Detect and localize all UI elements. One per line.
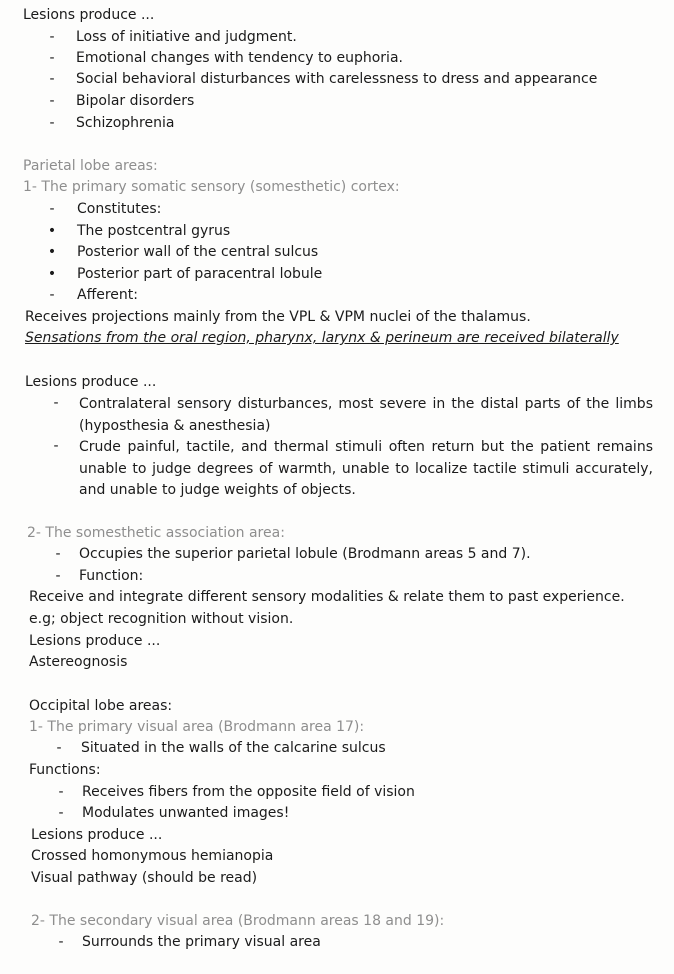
- pathway-note: Visual pathway (should be read): [31, 870, 258, 886]
- bullet-marker: •: [47, 223, 57, 239]
- list-item: The postcentral gyrus: [77, 223, 231, 239]
- list-item: Posterior part of paracentral lobule: [77, 266, 323, 282]
- list-item: Bipolar disorders: [76, 93, 195, 109]
- occipital-title: Occipital lobe areas:: [29, 698, 173, 714]
- list-item: Contralateral sensory disturbances, most severe in the distal parts of the limbs (hyposthesia & anesthesia): [79, 396, 653, 434]
- afferent-label: Afferent:: [77, 287, 138, 303]
- list-item: Posterior wall of the central sulcus: [77, 244, 319, 260]
- list-item: Situated in the walls of the calcarine sulcus: [81, 740, 386, 756]
- bilateral-note: Sensations from the oral region, pharynx, larynx & perineum are received bilaterally: [25, 330, 619, 346]
- dash-marker: -: [49, 115, 55, 131]
- association-example: e.g; object recognition without vision.: [29, 611, 294, 627]
- dash-marker: -: [49, 93, 55, 109]
- dash-marker: -: [58, 784, 64, 800]
- dash-marker: -: [55, 568, 61, 584]
- list-item: Loss of initiative and judgment.: [76, 29, 297, 45]
- dash-marker: -: [55, 546, 61, 562]
- occipital-lesion: Crossed homonymous hemianopia: [31, 848, 274, 864]
- constitutes-label: Constitutes:: [77, 201, 162, 217]
- list-item: Social behavioral disturbances with carelessness to dress and appearance: [76, 71, 598, 87]
- dash-marker: -: [58, 934, 64, 950]
- list-item: Receives fibers from the opposite field of vision: [82, 784, 415, 800]
- list-item: Modulates unwanted images!: [82, 805, 290, 821]
- secondary-visual-heading: 2- The secondary visual area (Brodmann areas 18 and 19):: [31, 913, 445, 929]
- dash-marker: -: [58, 805, 64, 821]
- association-function-text: Receive and integrate different sensory modalities & relate them to past experience.: [29, 589, 625, 605]
- list-item: Crude painful, tactile, and thermal stimuli often return but the patient remains unable to judge degrees of warmth, unable to localize tactile stimuli accurately, and unable to judge weights of objects.: [79, 439, 653, 498]
- functions-label: Functions:: [29, 762, 101, 778]
- dash-marker: -: [49, 287, 55, 303]
- function-label: Function:: [79, 568, 144, 584]
- bullet-marker: •: [47, 266, 57, 282]
- association-heading: 2- The somesthetic association area:: [27, 525, 285, 541]
- list-item: Emotional changes with tendency to euphoria.: [76, 50, 403, 66]
- dash-marker: -: [49, 71, 55, 87]
- occipital-lesions-heading: Lesions produce ...: [31, 827, 163, 843]
- list-item: Schizophrenia: [76, 115, 175, 131]
- dash-marker: -: [53, 395, 59, 411]
- parietal-primary-heading: 1- The primary somatic sensory (somesthetic) cortex:: [23, 179, 400, 195]
- frontal-lesions-heading: Lesions produce ...: [23, 7, 155, 23]
- dash-marker: -: [49, 29, 55, 45]
- list-item: Surrounds the primary visual area: [82, 934, 321, 950]
- association-lesions-heading: Lesions produce ...: [29, 633, 161, 649]
- occipital-primary-heading: 1- The primary visual area (Brodmann area 17):: [29, 719, 365, 735]
- bullet-marker: •: [47, 244, 57, 260]
- afferent-text: Receives projections mainly from the VPL & VPM nuclei of the thalamus.: [25, 309, 531, 325]
- list-item: Occupies the superior parietal lobule (Brodmann areas 5 and 7).: [79, 546, 531, 562]
- dash-marker: -: [53, 438, 59, 454]
- dash-marker: -: [49, 50, 55, 66]
- parietal-title: Parietal lobe areas:: [23, 158, 158, 174]
- dash-marker: -: [56, 740, 62, 756]
- parietal-lesions-heading: Lesions produce ...: [25, 374, 157, 390]
- dash-marker: -: [49, 201, 55, 217]
- association-lesion: Astereognosis: [29, 654, 128, 670]
